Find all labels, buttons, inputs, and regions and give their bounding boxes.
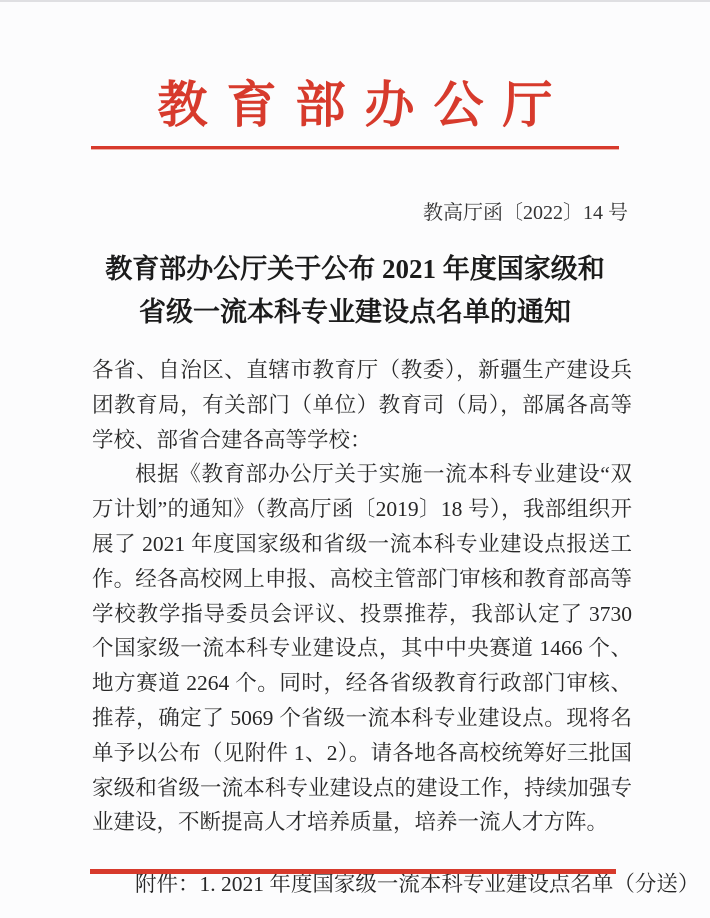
- letterhead-double-rule: [91, 146, 619, 150]
- doc-number: 教高厅函〔2022〕14 号: [423, 202, 628, 224]
- attachment-line: 附件：1. 2021 年度国家级一流本科专业建设点名单（分送）: [135, 872, 700, 897]
- body-paragraph: 根据《教育部办公厅关于实施一流本科专业建设“双万计划”的通知》（教高厅函〔2019〕18 号），我部组织开展了 2021 年度国家级和省级一流本科专业建设点报送工作。经各高校网上申报、高校主管部门审核和教育部高等学校教学指导委员会评议、投票推荐，我部认定了 3730 个国家级一流本科专业建设点，其中中央赛道 1466 个、地方赛道 2264 个。同时，经各省级教育行政部门审核、推荐，确定了 5069 个省级一流本科专业建设点。现将名单予以公布（见附件 1、2）。请各地各高校统筹好三批国家级和省级一流本科专业建设点的建设工作，持续加强专业建设，不断提高人才培养质量，培养一流人才方阵。: [92, 462, 632, 835]
- footer-double-rule: [90, 869, 616, 874]
- doc-body: [92, 353, 700, 902]
- doc-title-line: 省级一流本科专业建设点名单的通知: [139, 297, 571, 327]
- letterhead-org-name: 教育部办公厅: [157, 77, 572, 133]
- salutation: 各省、自治区、直辖市教育厅（教委），新疆生产建设兵团教育局，有关部门（单位）教育司（局），部属各高等学校、部省合建各高等学校：: [92, 358, 632, 452]
- doc-title: [40, 248, 670, 334]
- doc-title-line: 教育部办公厅关于公布 2021 年度国家级和: [105, 254, 605, 284]
